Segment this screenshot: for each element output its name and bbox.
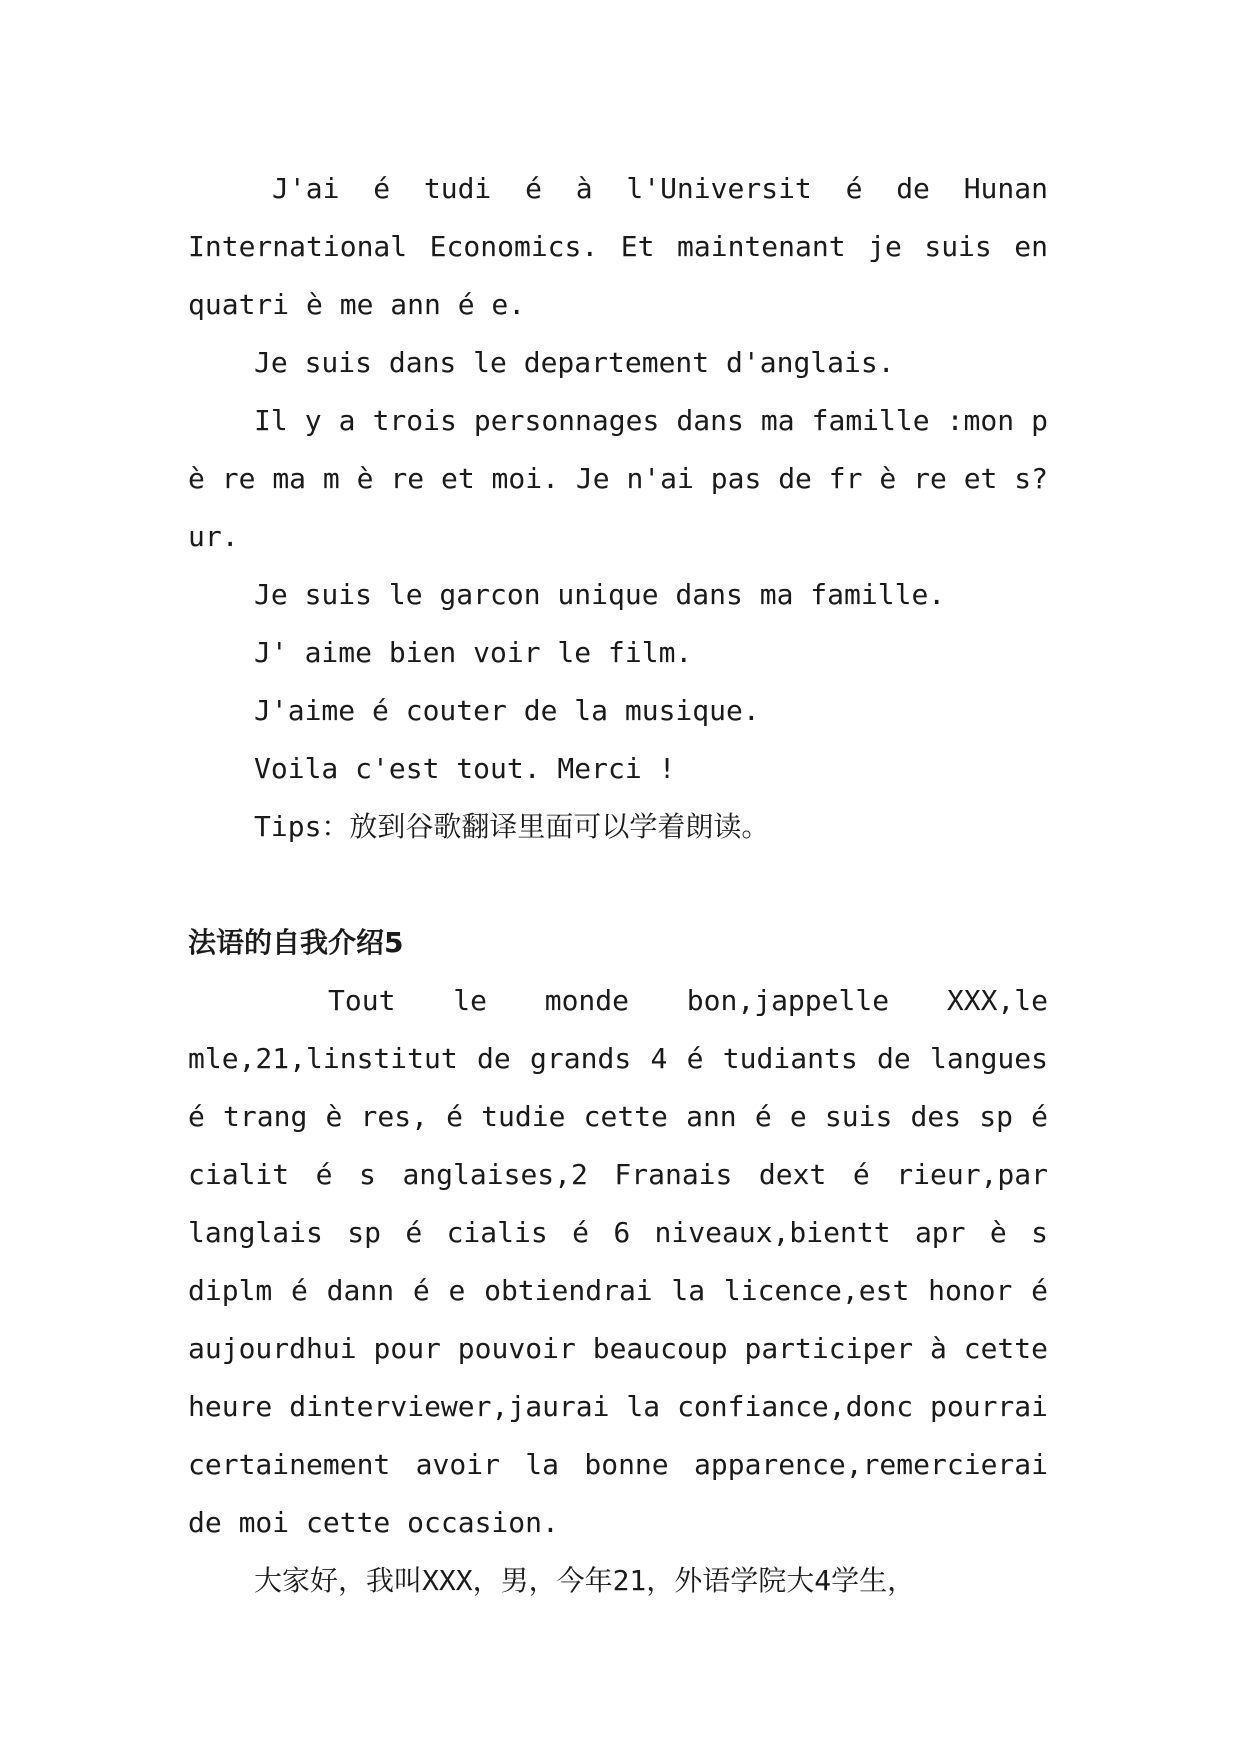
document-body — [188, 160, 1048, 1610]
paragraph-music: J'aime é couter de la musique. — [254, 694, 760, 727]
paragraph-tips: Tips：放到谷歌翻译里面可以学着朗读。 — [254, 810, 770, 843]
paragraph-department: Je suis dans le departement d'anglais. — [254, 346, 895, 379]
section-heading: 法语的自我介绍5 — [188, 926, 404, 959]
paragraph-film: J' aime bien voir le film. — [254, 636, 693, 669]
paragraph-closing: Voila c'est tout. Merci ! — [254, 752, 676, 785]
paragraph-chinese-intro: 大家好，我叫XXX，男，今年21，外语学院大4学生， — [254, 1564, 916, 1597]
paragraph-only-son: Je suis le garcon unique dans ma famille. — [254, 578, 946, 611]
paragraph-family: Il y a trois personnages dans ma famille :mon p è re ma m è re et moi. Je n'ai pas de fr è re et s?ur. — [188, 404, 1048, 553]
paragraph-french-intro: Tout le monde bon,jappelle XXX,le mle,21,linstitut de grands 4 é tudiants de langues é trang è res, é tudie cette ann é e suis des sp é cialit é s anglaises,2 Franais dext é rieur,par langlais sp é cialis é 6 niveaux,bientt apr è s diplm é dann é e obtiendrai la licence,est honor é aujourdhui pour pouvoir beaucoup participer à cette heure dinterviewer,jaurai la confiance,donc pourrai certainement avoir la bonne apparence,remercierai de moi cette occasion. — [188, 984, 1048, 1539]
paragraph-university: J'ai é tudi é à l'Universit é de Hunan International Economics. Et maintenant je suis en quatri è me ann é e. — [188, 172, 1048, 321]
